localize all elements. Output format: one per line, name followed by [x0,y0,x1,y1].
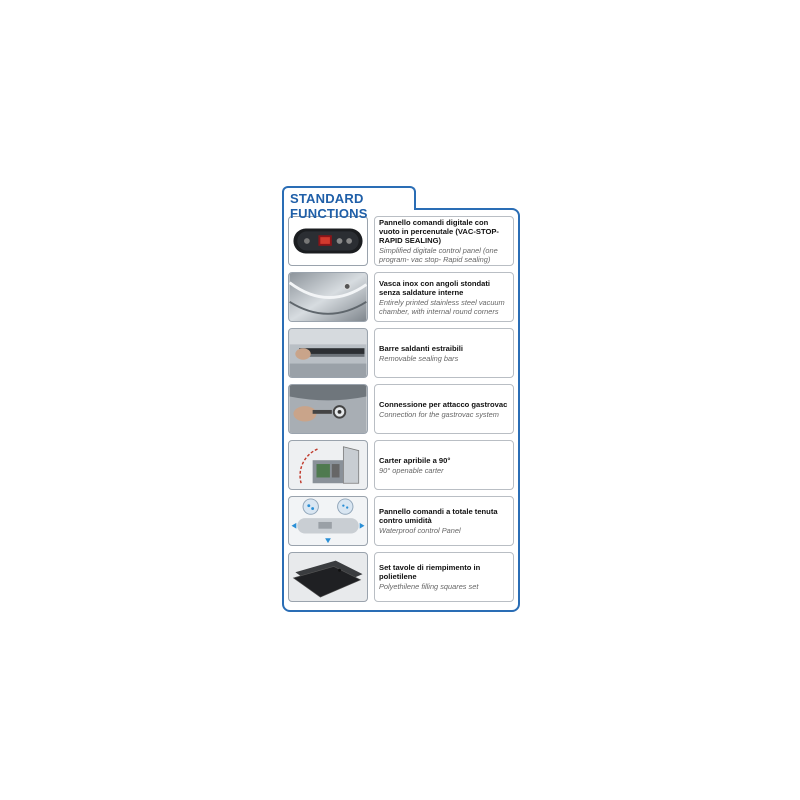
feature-row [288,272,516,324]
feature-title-en: 90° openable carter [379,465,444,475]
filling-boards-icon [288,552,368,602]
feature-title-it: Barre saldanti estraibili [379,343,463,353]
feature-title-en: Waterproof control Panel [379,526,461,535]
feature-row [288,328,516,380]
feature-description [374,384,514,434]
feature-row [288,496,516,548]
feature-title-en: Simplified digitale control panel (one program- vac stop- Rapid sealing) [379,246,498,264]
waterproof-panel-icon [288,496,368,546]
open-carter-icon [288,440,368,490]
feature-description [374,440,514,490]
feature-description [374,216,514,266]
feature-title-it: Connessione per attacco gastrovac [379,399,508,409]
feature-title-it: Vasca inox con angoli stondati senza saldature interne [379,278,490,297]
vacuum-chamber-icon [288,272,368,322]
control-panel-icon [288,216,368,266]
sealing-bar-icon [288,328,368,378]
section-title: STANDARD FUNCTIONS [290,191,368,221]
feature-title-it: Set tavole di riempimento in polietilene [379,563,481,581]
section-title-tab [282,186,416,221]
feature-description [374,272,514,322]
feature-row [288,384,516,436]
gastrovac-connector-icon [288,384,368,434]
feature-title-it: Carter apribile a 90° [379,455,451,465]
feature-row [288,440,516,492]
feature-row [288,552,516,604]
feature-title-it: Pannello comandi digitale con vuoto in percenutale (VAC-STOP- RAPID SEALING) [379,218,499,245]
feature-description [374,496,514,546]
feature-title-en: Polyethilene filling squares set [379,582,479,591]
feature-description [374,328,514,378]
feature-title-en: Entirely printed stainless steel vacuum chamber, with internal round corners [379,297,505,316]
feature-title-en: Removable sealing bars [379,353,459,363]
feature-title-it: Pannello comandi a totale tenuta contro umidità [379,507,498,525]
feature-title-en: Connection for the gastrovac system [379,409,499,419]
standard-functions-panel [282,208,520,612]
feature-description [374,552,514,602]
feature-row [288,216,516,268]
